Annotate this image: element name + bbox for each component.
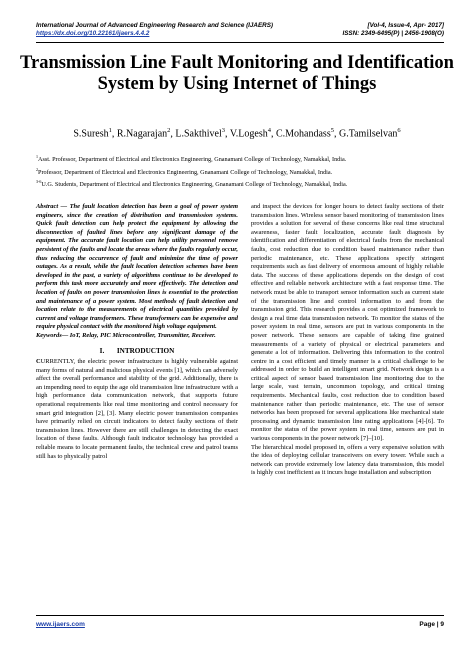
author-sup: 6 (397, 127, 401, 134)
introduction-paragraph (36, 358, 238, 461)
author-name: G.Tamilselvan (338, 128, 398, 140)
running-header (36, 22, 444, 38)
paper-title: Transmission Line Fault Monitoring and Identification System by Using Internet of Things (20, 53, 454, 94)
abstract-text: The fault location detection has been a goal of power system engineers, since the creation of distribution and transmission systems. Quick fault detection can help protect the equipment by allowing the disconnection of faulted lines before any significant damage of the equipment. The accurate fault location can help utility personnel remove persistent of the faults and locate the areas where the faults regularly occur, thus reducing the occurrence of fault and minimize the time of power outages. As a result, while the fault location detection schemes have been developed in the past, a variety of algorithms continue to be developed to perform this task more accurately and more effectively. The detection and location of faults on power transmission lines is essential to the protection and maintenance of a power system. Most methods of fault detection and location relate to the measurements of electrical quantities provided by current and voltage transformers. These transformers can be expensive and require physical contact with the monitored high voltage equipment. (36, 203, 238, 331)
right-paragraph-2: The hierarchical model proposed in, offers a very expensive solution with the idea of deploying cellular transceivers on every tower. While such a network can provide extremely low latency data transmission, this model is highly cost inefficient as it incurs huge installation and subscription (251, 443, 444, 477)
author-name: V.Logesh (229, 128, 268, 140)
author-name: R.Nagarajan (116, 128, 168, 140)
author-sup: 5 (330, 127, 334, 134)
section-heading-introduction: I. INTRODUCTION (99, 346, 175, 355)
drop-cap: C (36, 358, 41, 366)
page-number: Page | 9 (419, 621, 444, 628)
author-sup: 4 (267, 127, 271, 134)
journal-name: International Journal of Advanced Engineering Research and Science (IJAERS) (36, 22, 274, 29)
right-column (251, 203, 444, 478)
affiliation-line: $^2$Professor, Department of Electrical and Electronics Engineering, Gnanamani College of Technology, Namakkal, India. (36, 166, 333, 176)
affiliations (36, 152, 444, 190)
issn: ISSN: 2349-6495(P) | 2456-1908(O) (342, 30, 444, 37)
author-list: S.Suresh$^1$, R.Nagarajan$^2$, L.Sakthivel$^3$, V.Logesh$^4$, C.Mohandass$^5$, G.Tamilselvan$^6$ (73, 127, 401, 140)
doi-link[interactable]: https://dx.doi.org/10.22161/ijaers.4.4.2 (36, 30, 150, 37)
abstract-label: Abstract — (36, 203, 68, 210)
footer-rule (36, 615, 444, 616)
author-sup: 1 (108, 127, 112, 134)
volume-issue: [Vol-4, Issue-4, Apr- 2017] (367, 22, 444, 29)
author-sup: 3 (221, 127, 226, 134)
keywords: Keywords— IoT, Relay, PIC Microcontroller, Transmitter, Receiver. (36, 331, 216, 339)
abstract (36, 203, 238, 332)
author-name: S.Suresh (73, 128, 109, 140)
left-column (36, 203, 238, 461)
header-rule (36, 42, 444, 43)
right-paragraph-1: and inspect the devices for longer hours to detect faulty sections of their transmission lines. Wireless sensor based monitoring of transmission lines provides a solution for several of these concerns like real time structural awareness, faster fault localization, accurate fault diagnosis by identification and differentiation of electrical faults from the mechanical faults, cost reduction due to condition based maintenance rather than periodic maintenance, etc. These applications specify stringent requirements such as fast delivery of enormous amount of highly reliable data. The success of these applications depends on the design of cost effective and reliable network architecture with a fast response time. The network must be able to transport sensor information such as current state of the transmission line and control information to and from the transmission grid. This research provides a cost optimized framework to design a real time data transmission network. To monitor the status of the power system in real time, sensors are put in various components in the power network. These sensors are capable of taking fine grained measurements of a variety of physical or electrical parameters and generate a lot of information. Delivering this information to the control centre in a cost efficient and timely manner is a critical challenge to be addressed in order to build an intelligent smart grid. Network design is a critical aspect of sensor based transmission line monitoring due to the large scale, vast terrain, uncommon topology, and critical timing requirements. Mechanical faults, cost reduction due to condition based maintenance rather than periodic maintenance, etc. The use of sensor networks has been proposed for several applications like mechanical state processing and dynamic transmission line rating applications [4]-[6]. To monitor the status of the power system in real time, sensors are put in various components in the power network [7]–[10]. (251, 203, 444, 443)
website-link[interactable]: www.ijaers.com (36, 621, 85, 628)
intro-body: the electric power infrastructure is highly vulnerable against many forms of natural and malicious physical events [1], which can adversely affect the overall performance and stability of the grid. Additionally, there is an impending need to equip the age old transmission line infrastructure with a high performance data communication network, that supports future operational requirements like real time monitoring and control necessary for smart grid integration [2], [3]. Many electric power transmission companies have primarily relied on circuit indicators to detect faulty sections of their transmission lines. However there are still challenges in detecting the exact location of these faults. Although fault indicator technology has provided a reliable means to locate permanent faults, the technical crew and patrol teams still has to physically patrol (36, 358, 238, 460)
footer (36, 621, 444, 628)
author-name: L.Sakthivel (175, 128, 222, 140)
affiliation-line: $^{3-6}$U.G. Students, Department of Electrical and Electronics Engineering, Gnanamani College of Technology, Namakkal, India. (36, 179, 348, 189)
author-sup: 2 (167, 127, 171, 134)
affiliation-line: $^1$Asst. Professor, Department of Electrical and Electronics Engineering, Gnanamani College of Technology, Namakkal, India. (36, 154, 347, 164)
intro-first-word: URRENTLY, (40, 358, 76, 366)
author-name: C.Mohandass (275, 128, 331, 140)
